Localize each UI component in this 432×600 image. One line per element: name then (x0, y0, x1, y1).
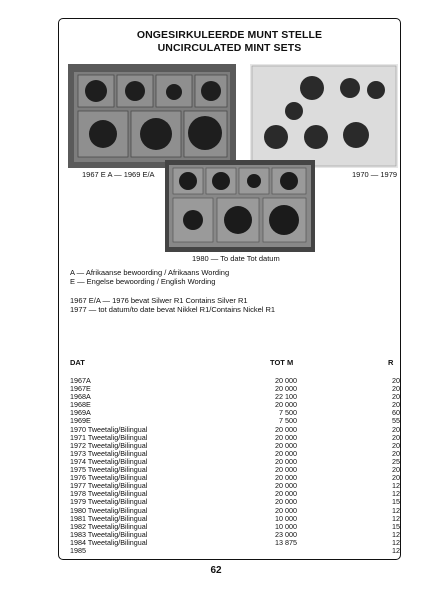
cell-tot-m: 20 000 (275, 465, 297, 475)
cell-dat: 1974 Tweetalig/Bilingual (70, 456, 148, 466)
cell-dat: 1973 Tweetalig/Bilingual (70, 448, 148, 458)
cell-tot-m: 20 000 (275, 481, 297, 491)
note-nickel: 1977 — tot datum/to date bevat Nikkel R1/Contains Nickel R1 (70, 305, 276, 314)
cell-dat: 1968E (70, 400, 91, 410)
cell-tot-m: 20 000 (275, 489, 297, 499)
cell-dat: 1975 Tweetalig/Bilingual (70, 465, 148, 475)
cell-tot-m: 20 000 (275, 440, 297, 450)
cell-dat: 1967E (70, 384, 91, 394)
cell-tot-m: 20 000 (275, 497, 297, 507)
cell-r: 60 (392, 408, 400, 418)
cell-dat: 1980 Tweetalig/Bilingual (70, 505, 148, 515)
page-number: 62 (210, 565, 222, 576)
cell-r: 15 (392, 497, 400, 507)
cell-r: 20 (392, 376, 400, 385)
cell-tot-m: 10 000 (275, 521, 297, 531)
table-row (70, 401, 410, 409)
legend-afrikaans: A — Afrikaanse bewoording / Afrikaans Wording (70, 268, 230, 277)
cell-dat: 1985 (70, 545, 86, 555)
page-title-english: UNCIRCULATED MINT SETS (157, 42, 302, 54)
cell-tot-m: 20 000 (275, 505, 297, 515)
cell-dat: 1972 Tweetalig/Bilingual (70, 440, 148, 450)
cell-r: 20 (392, 400, 400, 410)
cell-dat: 1971 Tweetalig/Bilingual (70, 432, 148, 442)
cell-r: 20 (392, 432, 400, 442)
cell-r: 55 (392, 416, 400, 426)
cell-tot-m: 23 000 (275, 529, 297, 539)
cell-r: 12 (392, 537, 400, 547)
page-title-afrikaans: ONGESIRKULEERDE MUNT STELLE (136, 29, 323, 41)
cell-dat: 1969A (70, 408, 91, 418)
cell-r: 12 (392, 505, 400, 515)
cell-r: 12 (392, 513, 400, 523)
cell-tot-m: 7 500 (279, 408, 297, 418)
cell-dat: 1970 Tweetalig/Bilingual (70, 424, 148, 434)
cell-r: 20 (392, 424, 400, 434)
cell-tot-m: 13 875 (275, 537, 297, 547)
cell-dat: 1982 Tweetalig/Bilingual (70, 521, 148, 531)
column-header-tot-m: TOT M (270, 358, 294, 367)
table-row (70, 547, 410, 555)
photo-mint-set-1967-1969 (68, 64, 236, 168)
cell-tot-m: 20 000 (275, 424, 297, 434)
cell-r: 12 (392, 481, 400, 491)
photo-mint-set-1970-1979 (250, 64, 398, 168)
legend-english: E — Engelse bewoording / English Wording (70, 277, 216, 286)
cell-r: 15 (392, 521, 400, 531)
cell-r: 25 (392, 456, 400, 466)
caption-center-photo: 1980 — To date Tot datum (192, 254, 280, 263)
cell-r: 20 (392, 392, 400, 402)
table-row (70, 377, 410, 385)
cell-tot-m: 20 000 (275, 384, 297, 394)
column-header-r: R (388, 358, 394, 367)
mint-sets-table (70, 377, 410, 555)
cell-r: 12 (392, 529, 400, 539)
cell-dat: 1978 Tweetalig/Bilingual (70, 489, 148, 499)
cell-tot-m: 20 000 (275, 376, 297, 385)
cell-r: 20 (392, 384, 400, 394)
cell-dat: 1977 Tweetalig/Bilingual (70, 481, 148, 491)
table-row (70, 409, 410, 417)
cell-dat: 1976 Tweetalig/Bilingual (70, 473, 148, 483)
cell-tot-m: 20 000 (275, 456, 297, 466)
cell-r: 20 (392, 473, 400, 483)
cell-tot-m: 7 500 (279, 416, 297, 426)
cell-dat: 1968A (70, 392, 91, 402)
cell-tot-m: 10 000 (275, 513, 297, 523)
cell-tot-m: 20 000 (275, 400, 297, 410)
cell-tot-m: 20 000 (275, 448, 297, 458)
table-row (70, 385, 410, 393)
cell-dat: 1969E (70, 416, 91, 426)
cell-tot-m: 20 000 (275, 432, 297, 442)
cell-r: 20 (392, 465, 400, 475)
cell-r: 12 (392, 545, 400, 555)
photo-mint-set-1980-to-date (165, 160, 315, 252)
table-row (70, 393, 410, 401)
cell-r: 20 (392, 440, 400, 450)
cell-r: 12 (392, 489, 400, 499)
cell-dat: 1981 Tweetalig/Bilingual (70, 513, 148, 523)
cell-dat: 1984 Tweetalig/Bilingual (70, 537, 148, 547)
note-silver: 1967 E/A — 1976 bevat Silwer R1 Contains Silver R1 (70, 296, 248, 305)
cell-tot-m: 22 100 (275, 392, 297, 402)
table-row (70, 539, 410, 547)
cell-dat: 1979 Tweetalig/Bilingual (70, 497, 148, 507)
caption-left-photo: 1967 E A — 1969 E/A (82, 170, 155, 179)
cell-dat: 1967A (70, 376, 91, 385)
cell-r: 20 (392, 448, 400, 458)
column-header-dat: DAT (70, 358, 85, 367)
cell-dat: 1983 Tweetalig/Bilingual (70, 529, 148, 539)
cell-tot-m: 20 000 (275, 473, 297, 483)
caption-right-photo: 1970 — 1979 (352, 170, 398, 179)
